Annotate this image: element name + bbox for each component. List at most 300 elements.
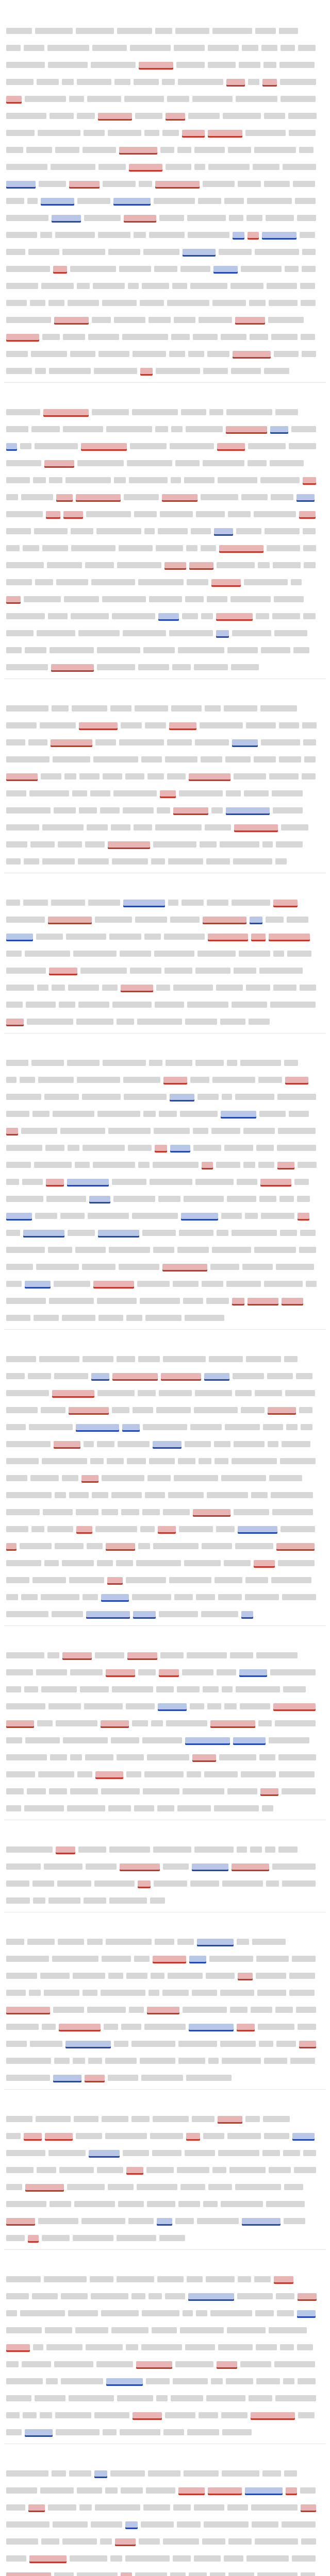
highlighted-phrase [192, 1754, 216, 1760]
text-segment [251, 1492, 268, 1498]
text-line [6, 90, 324, 107]
text-segment [93, 1162, 135, 1168]
highlighted-phrase [53, 266, 67, 272]
text-segment [50, 113, 74, 119]
text-segment [117, 1356, 135, 1362]
text-segment [279, 62, 315, 68]
text-line [6, 107, 324, 124]
text-segment [42, 2235, 70, 2241]
text-segment [274, 2361, 315, 2367]
highlighted-phrase [160, 790, 176, 796]
text-segment [63, 426, 103, 432]
text-line [6, 1892, 324, 1909]
text-segment [77, 113, 95, 119]
text-segment [153, 1162, 199, 1168]
text-segment [111, 1492, 142, 1498]
text-segment [114, 2041, 128, 2047]
highlighted-phrase [25, 1281, 51, 1287]
highlighted-phrase [285, 1077, 308, 1083]
text-segment [190, 1703, 204, 1709]
text-segment [133, 351, 166, 357]
text-segment [46, 1196, 86, 1202]
text-segment [201, 756, 222, 762]
text-segment [233, 1373, 264, 1379]
text-segment [114, 317, 145, 323]
text-segment [153, 2116, 189, 2122]
text-segment [6, 2504, 25, 2511]
text-segment [197, 951, 236, 957]
text-segment [211, 1128, 240, 1134]
text-line [6, 1224, 324, 1241]
highlighted-phrase [213, 266, 238, 272]
text-segment [187, 1771, 201, 1777]
text-segment [194, 2555, 221, 2562]
text-segment [42, 545, 68, 551]
text-segment [234, 773, 266, 779]
text-segment [108, 1805, 131, 1811]
text-segment [122, 334, 168, 340]
text-segment [295, 198, 316, 204]
text-line [6, 2304, 324, 2321]
text-segment [145, 1492, 165, 1498]
text-segment [204, 2521, 249, 2528]
highlighted-phrase [181, 1213, 218, 1219]
text-segment [6, 1492, 52, 1498]
text-segment [260, 705, 297, 711]
text-segment [240, 1060, 281, 1066]
text-segment [150, 1897, 165, 1904]
text-segment [46, 2378, 58, 2384]
text-line [6, 2052, 324, 2069]
text-segment [200, 722, 243, 728]
highlighted-phrase [298, 2293, 317, 2299]
text-segment [196, 1594, 215, 1600]
text-segment [216, 985, 243, 991]
text-segment [154, 1880, 187, 1887]
text-segment [212, 1247, 251, 1253]
text-segment [294, 2167, 316, 2173]
text-segment [38, 1771, 74, 1777]
text-segment [177, 1805, 211, 1811]
text-segment [97, 1560, 113, 1566]
text-line [6, 1122, 324, 1139]
highlighted-phrase [113, 198, 151, 204]
highlighted-phrase [226, 79, 245, 85]
text-segment [6, 562, 44, 568]
text-segment [86, 1863, 117, 1870]
highlighted-phrase [6, 1213, 32, 1219]
text-segment [135, 2572, 167, 2576]
highlighted-phrase [139, 62, 173, 68]
text-line [6, 2144, 324, 2161]
highlighted-phrase [239, 1669, 267, 1675]
text-segment [40, 232, 52, 238]
text-segment [241, 1771, 276, 1777]
highlighted-phrase [41, 198, 74, 204]
text-segment [226, 1281, 261, 1287]
text-line [6, 2372, 324, 2389]
text-segment [75, 2327, 108, 2333]
text-line [6, 1800, 324, 1817]
text-segment [6, 28, 32, 34]
text-segment [116, 1560, 133, 1566]
text-segment [168, 1492, 204, 1498]
text-segment [108, 1128, 151, 1134]
highlighted-phrase [6, 96, 22, 102]
text-segment [93, 283, 125, 289]
highlighted-phrase [106, 1543, 135, 1549]
text-segment [77, 198, 110, 204]
text-segment [82, 1594, 98, 1600]
text-segment [180, 266, 210, 272]
text-segment [6, 2521, 50, 2528]
text-line [6, 996, 324, 1013]
text-segment [36, 934, 63, 940]
text-segment [6, 1788, 24, 1794]
text-segment [300, 283, 315, 289]
text-line [6, 590, 324, 607]
text-segment [77, 1077, 120, 1083]
text-segment [6, 1526, 28, 1532]
text-segment [120, 2429, 160, 2435]
text-segment [282, 1788, 316, 1794]
text-segment [269, 1737, 309, 1743]
text-segment [20, 2310, 65, 2316]
paragraph-47a [4, 1033, 326, 1330]
text-segment [159, 1611, 198, 1617]
text-segment [187, 1652, 227, 1658]
text-segment [69, 2470, 91, 2477]
text-segment [167, 96, 189, 102]
text-segment [102, 1509, 118, 1515]
text-segment [33, 477, 46, 483]
text-segment [231, 368, 261, 374]
text-segment [55, 2412, 91, 2418]
text-segment [302, 249, 316, 255]
text-segment [75, 1162, 90, 1168]
text-segment [98, 232, 130, 238]
text-segment [6, 1264, 33, 1270]
text-segment [210, 2572, 225, 2576]
text-segment [222, 2429, 252, 2435]
text-segment [273, 807, 303, 814]
text-segment [102, 2116, 128, 2122]
text-segment [184, 477, 214, 483]
text-segment [175, 2218, 194, 2224]
text-segment [103, 2429, 117, 2435]
highlighted-phrase [158, 613, 179, 619]
text-segment [6, 1703, 45, 1709]
text-segment [47, 1652, 59, 1658]
text-segment [254, 756, 276, 762]
text-segment [276, 1264, 314, 1270]
text-segment [192, 2116, 214, 2122]
text-segment [291, 579, 302, 585]
text-segment [266, 215, 294, 221]
text-segment [262, 2470, 281, 2477]
text-segment [186, 426, 223, 432]
text-segment [35, 28, 73, 34]
highlighted-phrase [189, 562, 213, 568]
text-segment [27, 1788, 46, 1794]
text-segment [227, 1196, 256, 1202]
text-segment [219, 249, 252, 255]
text-segment [306, 1281, 317, 1287]
text-line [6, 1350, 324, 1367]
highlighted-phrase [76, 494, 121, 500]
text-segment [228, 147, 251, 153]
text-segment [239, 951, 270, 957]
text-segment [73, 951, 117, 957]
text-segment [268, 1441, 278, 1447]
text-segment [97, 2167, 123, 2173]
text-segment [117, 1019, 134, 1025]
text-segment [184, 1196, 224, 1202]
text-segment [185, 1315, 224, 1321]
text-segment [87, 1543, 103, 1549]
text-segment [35, 443, 78, 449]
text-segment [68, 1145, 79, 1151]
text-line [6, 1950, 324, 1967]
text-segment [183, 2310, 193, 2316]
text-segment [6, 426, 28, 432]
text-line [6, 2110, 324, 2127]
text-line [6, 505, 324, 522]
text-segment [70, 351, 95, 357]
text-line [6, 2499, 324, 2516]
highlighted-phrase [235, 317, 265, 323]
text-segment [30, 300, 45, 306]
text-segment [80, 968, 127, 974]
text-segment [263, 62, 276, 68]
text-segment [217, 562, 255, 568]
highlighted-phrase [299, 511, 316, 517]
highlighted-phrase [62, 1652, 92, 1658]
text-segment [177, 1939, 194, 1945]
highlighted-phrase [123, 900, 165, 906]
text-segment [6, 1754, 47, 1760]
text-segment [141, 2075, 183, 2081]
text-segment [210, 1264, 239, 1270]
text-line [6, 2229, 324, 2246]
paragraph-lines [6, 1933, 324, 2086]
text-segment [205, 705, 221, 711]
text-segment [203, 2133, 224, 2139]
text-segment [258, 562, 270, 568]
text-segment [73, 2235, 113, 2241]
text-segment [48, 1703, 81, 1709]
text-line [6, 260, 324, 277]
text-segment [218, 2344, 253, 2350]
text-segment [25, 951, 70, 957]
text-segment [97, 1298, 137, 1304]
highlighted-phrase [155, 181, 200, 187]
text-segment [208, 2058, 219, 2064]
text-segment [6, 2276, 41, 2282]
text-segment [27, 1019, 73, 1025]
text-segment [31, 426, 60, 432]
text-segment [86, 2344, 123, 2350]
text-segment [85, 562, 114, 568]
text-segment [6, 2201, 46, 2207]
text-line [6, 1749, 324, 1766]
text-segment [124, 494, 159, 500]
highlighted-phrase [260, 1788, 278, 1794]
text-segment [96, 528, 141, 534]
highlighted-phrase [169, 722, 196, 728]
text-segment [297, 215, 316, 221]
text-segment [141, 2344, 182, 2350]
text-segment [6, 1002, 23, 1008]
text-segment [150, 1179, 192, 1185]
text-segment [208, 62, 236, 68]
text-segment [123, 630, 166, 636]
text-segment [6, 351, 28, 357]
highlighted-phrase [182, 130, 205, 136]
text-segment [238, 2276, 251, 2282]
text-segment [6, 951, 22, 957]
text-segment [92, 317, 111, 323]
text-segment [6, 45, 21, 51]
text-segment [184, 2470, 219, 2477]
text-segment [6, 790, 26, 796]
text-segment [237, 1179, 257, 1185]
text-segment [226, 2378, 253, 2384]
text-segment [206, 858, 230, 865]
text-segment [206, 2395, 245, 2401]
text-segment [53, 2007, 84, 2013]
text-segment [218, 477, 257, 483]
text-segment [128, 283, 139, 289]
highlighted-phrase [248, 232, 259, 238]
text-segment [301, 2572, 315, 2576]
text-segment [144, 130, 159, 136]
text-segment [171, 334, 190, 340]
text-segment [303, 613, 316, 619]
text-line [6, 1469, 324, 1486]
text-line [6, 454, 324, 471]
text-segment [219, 1754, 256, 1760]
text-segment [177, 1247, 209, 1253]
text-segment [227, 2133, 261, 2139]
text-segment [40, 2487, 74, 2494]
text-segment [130, 443, 167, 449]
highlighted-phrase [296, 494, 315, 500]
text-segment [218, 2150, 259, 2156]
text-segment [174, 317, 195, 323]
text-segment [144, 934, 161, 940]
text-segment [6, 664, 48, 670]
highlighted-phrase [299, 2041, 316, 2047]
text-segment [157, 2276, 184, 2282]
text-segment [50, 2201, 71, 2207]
text-segment [20, 1543, 52, 1549]
text-segment [201, 494, 238, 500]
text-segment [298, 1162, 317, 1168]
highlighted-phrase [286, 2487, 297, 2494]
highlighted-phrase [51, 739, 92, 745]
text-segment [277, 2310, 294, 2316]
text-segment [167, 739, 192, 745]
text-segment [166, 1720, 207, 1726]
text-segment [236, 1686, 280, 1692]
text-segment [182, 900, 204, 906]
text-segment [264, 1281, 303, 1287]
highlighted-phrase [46, 1179, 64, 1185]
text-segment [93, 756, 138, 762]
highlighted-phrase [273, 1703, 316, 1709]
text-segment [44, 1560, 59, 1566]
text-segment [138, 1543, 150, 1549]
text-line [6, 1401, 324, 1418]
text-segment [187, 215, 226, 221]
text-segment [126, 1315, 142, 1321]
text-segment [121, 1509, 139, 1515]
text-segment [272, 1509, 313, 1515]
text-segment [274, 630, 307, 636]
text-segment [298, 2412, 315, 2418]
text-segment [25, 1737, 60, 1743]
text-segment [173, 2504, 191, 2511]
text-segment [6, 2133, 21, 2139]
text-segment [272, 790, 303, 796]
text-segment [106, 1939, 152, 1945]
text-segment [177, 147, 191, 153]
text-segment [82, 1264, 116, 1270]
text-segment [155, 426, 168, 432]
paragraph-lines [6, 22, 324, 379]
text-segment [82, 1145, 125, 1151]
text-segment [6, 1162, 31, 1168]
text-segment [246, 2555, 289, 2562]
text-segment [6, 2024, 39, 2030]
text-segment [158, 528, 188, 534]
text-segment [126, 1771, 141, 1777]
text-segment [255, 249, 299, 255]
text-segment [287, 917, 308, 923]
text-segment [108, 2184, 134, 2190]
text-line [6, 471, 324, 488]
text-segment [43, 1509, 73, 1515]
highlighted-phrase [241, 1611, 253, 1617]
text-line [6, 2550, 324, 2567]
text-line [6, 345, 324, 362]
text-segment [214, 1577, 242, 1583]
text-segment [200, 841, 217, 848]
text-segment [163, 1863, 189, 1870]
text-segment [222, 1880, 263, 1887]
text-segment [187, 2429, 219, 2435]
text-segment [6, 79, 34, 85]
text-segment [259, 1111, 286, 1117]
text-segment [256, 1652, 298, 1658]
text-segment [201, 613, 213, 619]
text-segment [144, 2024, 186, 2030]
highlighted-phrase [268, 1407, 296, 1413]
text-segment [132, 1720, 148, 1726]
text-segment [178, 647, 224, 653]
highlighted-phrase [170, 1094, 194, 1100]
text-segment [302, 266, 316, 272]
text-segment [6, 1298, 46, 1304]
text-segment [121, 2024, 141, 2030]
text-segment [151, 1720, 163, 1726]
text-segment [157, 807, 170, 814]
text-segment [258, 1720, 272, 1726]
text-segment [282, 1441, 310, 1447]
text-segment [143, 647, 175, 653]
text-segment [252, 1939, 286, 1945]
